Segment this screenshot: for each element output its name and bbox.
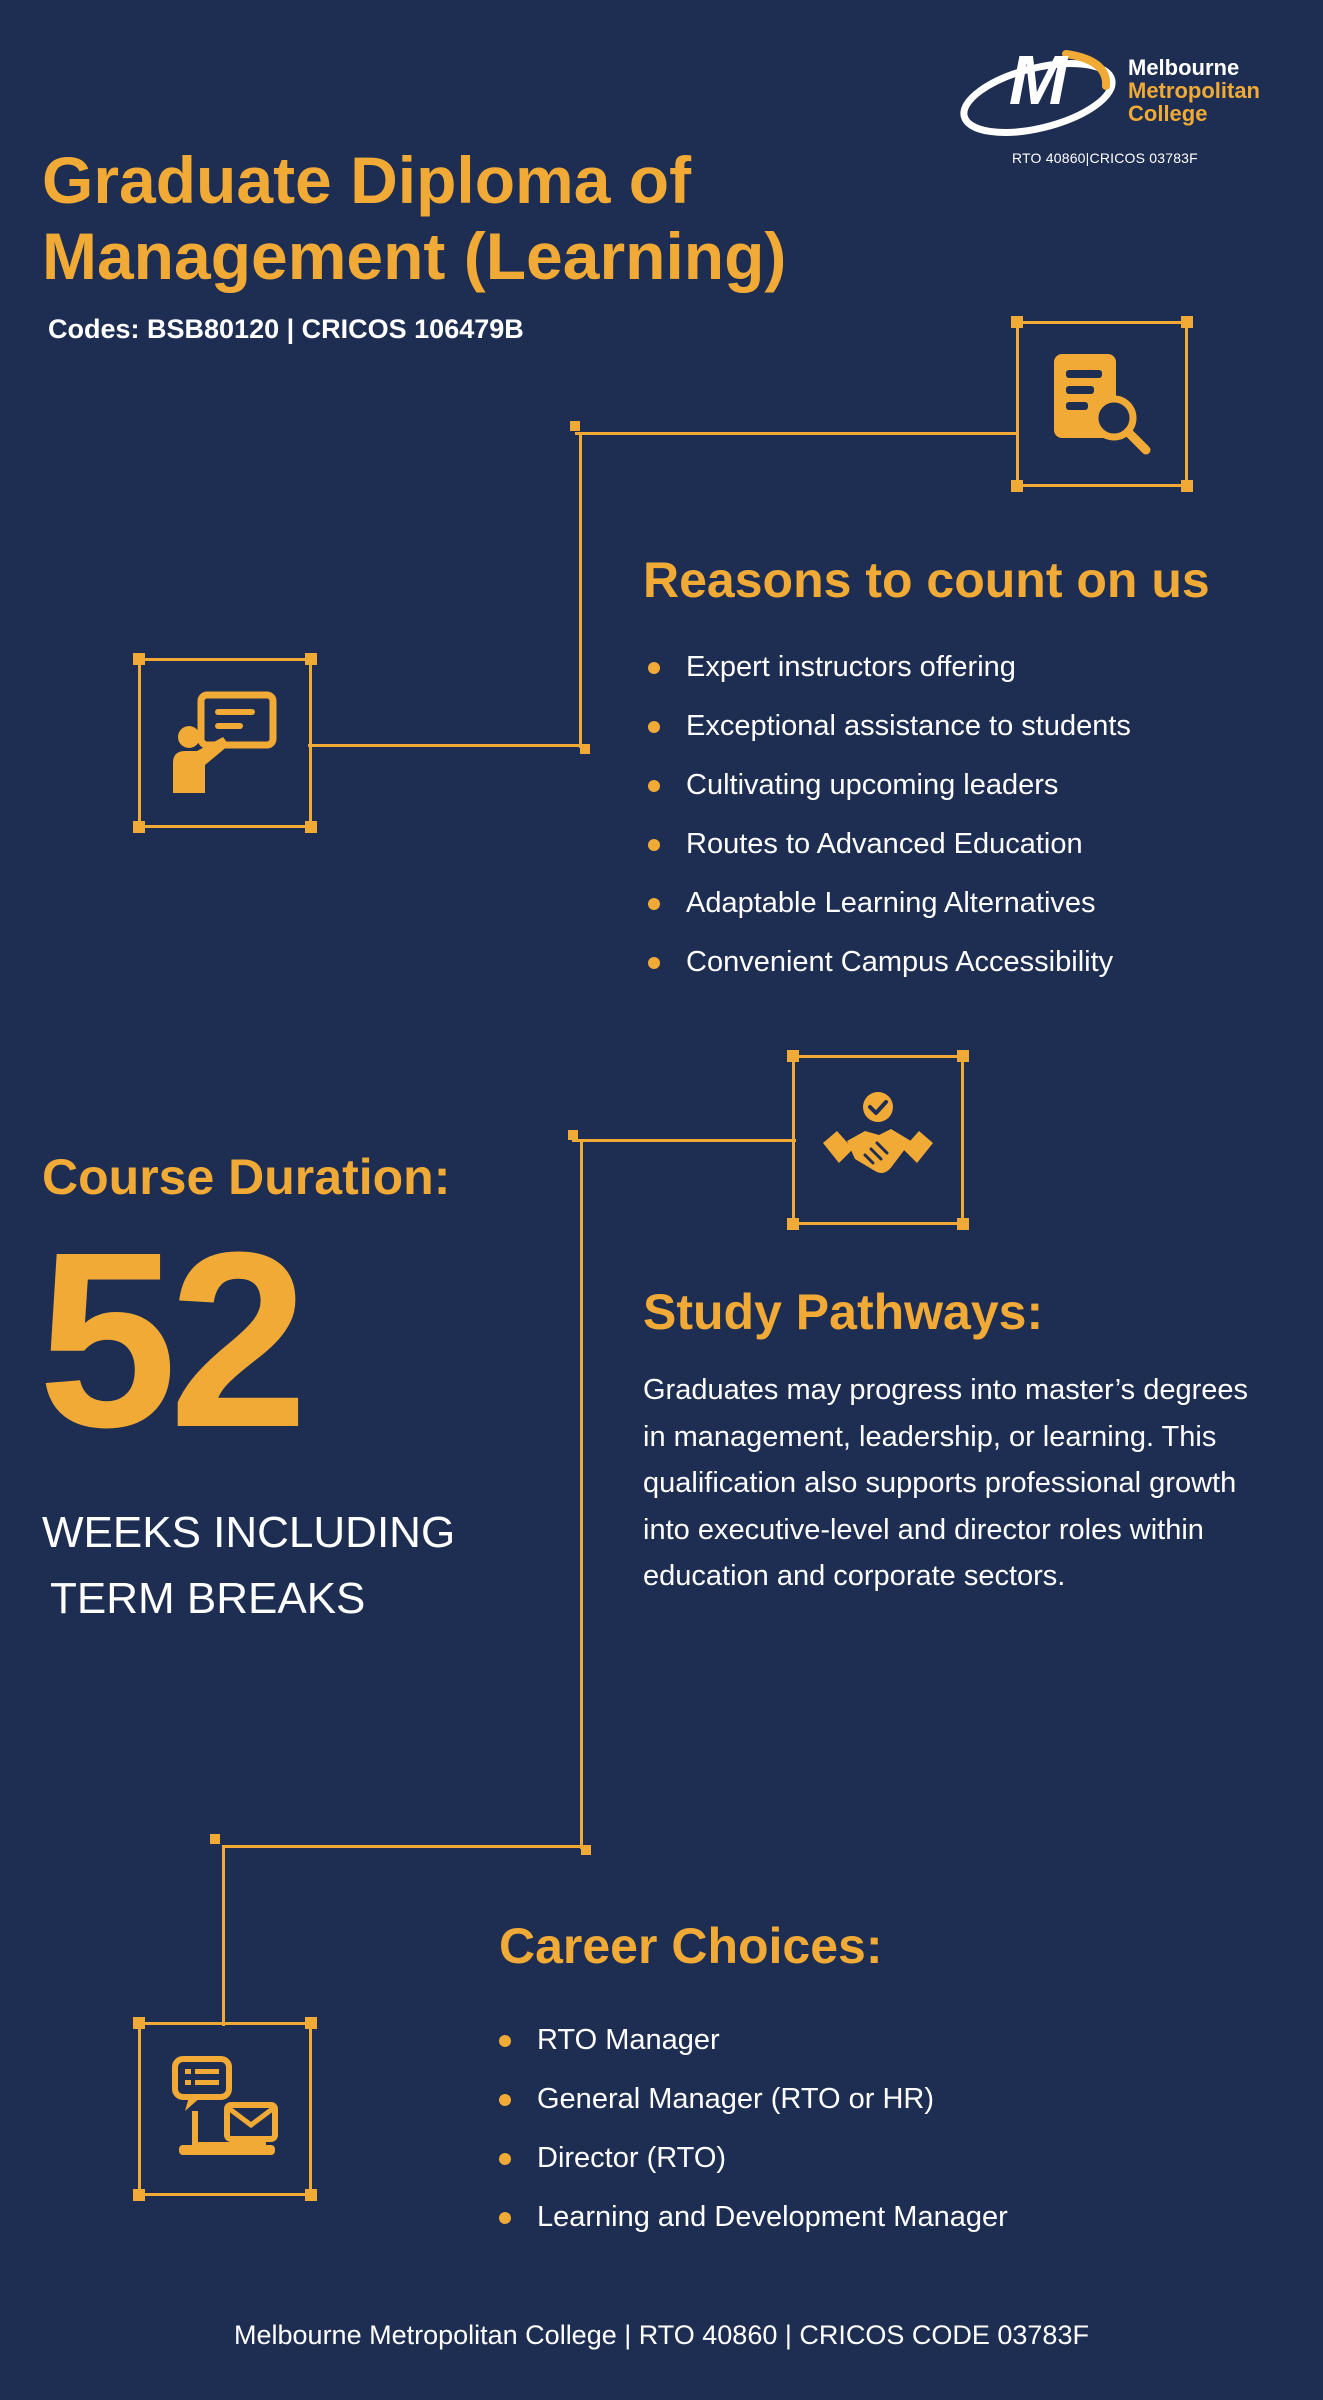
- pathways-body: Graduates may progress into master’s degrees in management, leadership, or learning. This qualification also supports professional growth into executive-level and director roles within education and corporate sectors.: [643, 1374, 1248, 1592]
- pathways-heading: Study Pathways:: [643, 1284, 1044, 1340]
- duration-line2: TERM BREAKS: [50, 1574, 366, 1623]
- title-line1: Graduate Diploma of: [42, 143, 692, 217]
- logo-name-line3: College: [1128, 101, 1208, 126]
- logo-mark-icon: [958, 40, 1116, 140]
- connector-dot: [570, 421, 580, 431]
- logo-name-line2: Metropolitan: [1128, 78, 1260, 103]
- course-codes: Codes: BSB80120 | CRICOS 106479B: [48, 314, 524, 344]
- contact-icon-box: [138, 2022, 312, 2196]
- presenter-icon: [167, 685, 283, 801]
- logo-wordmark: [1128, 56, 1260, 125]
- connector-line: [222, 1845, 583, 1848]
- document-search-icon-box: [1016, 321, 1188, 487]
- careers-list: [499, 2011, 1008, 2247]
- list-item: Learning and Development Manager: [499, 2188, 1008, 2247]
- list-item: Exceptional assistance to students: [648, 697, 1131, 756]
- contact-chat-mail-icon: [169, 2053, 281, 2165]
- connector-line: [308, 744, 582, 747]
- connector-line: [575, 432, 1019, 435]
- presenter-icon-box: [138, 658, 312, 828]
- connector-dot: [581, 1845, 591, 1855]
- connector-line: [580, 1139, 583, 1849]
- list-item: General Manager (RTO or HR): [499, 2070, 1008, 2129]
- reasons-heading: Reasons to count on us: [643, 552, 1210, 608]
- list-item: Cultivating upcoming leaders: [648, 756, 1131, 815]
- list-item: RTO Manager: [499, 2011, 1008, 2070]
- logo-codes: RTO 40860|CRICOS 03783F: [1012, 150, 1198, 166]
- document-search-icon: [1046, 348, 1158, 460]
- handshake-icon: [819, 1085, 937, 1195]
- reasons-list: [648, 638, 1131, 992]
- course-duration-number: 52: [38, 1200, 301, 1479]
- page-title: [42, 142, 922, 294]
- list-item: Adaptable Learning Alternatives: [648, 874, 1131, 933]
- college-logo: [958, 40, 1288, 170]
- title-line2: Management (Learning): [42, 219, 787, 293]
- list-item: Expert instructors offering: [648, 638, 1131, 697]
- logo-letter: M: [1008, 41, 1068, 119]
- course-duration-unit: [42, 1500, 542, 1632]
- careers-heading: Career Choices:: [499, 1918, 883, 1974]
- duration-line1: WEEKS INCLUDING: [42, 1508, 456, 1557]
- connector-dot: [580, 744, 590, 754]
- handshake-icon-box: [792, 1055, 964, 1225]
- list-item: Convenient Campus Accessibility: [648, 933, 1131, 992]
- course-duration-label: Course Duration:: [42, 1149, 451, 1205]
- connector-line: [572, 1139, 796, 1142]
- connector-dot: [568, 1130, 578, 1140]
- connector-line: [222, 1845, 225, 2026]
- connector-line: [579, 432, 582, 748]
- list-item: Routes to Advanced Education: [648, 815, 1131, 874]
- footer-text: Melbourne Metropolitan College | RTO 40860 | CRICOS CODE 03783F: [234, 2320, 1089, 2350]
- logo-name-line1: Melbourne: [1128, 55, 1240, 80]
- list-item: Director (RTO): [499, 2129, 1008, 2188]
- connector-dot: [210, 1834, 220, 1844]
